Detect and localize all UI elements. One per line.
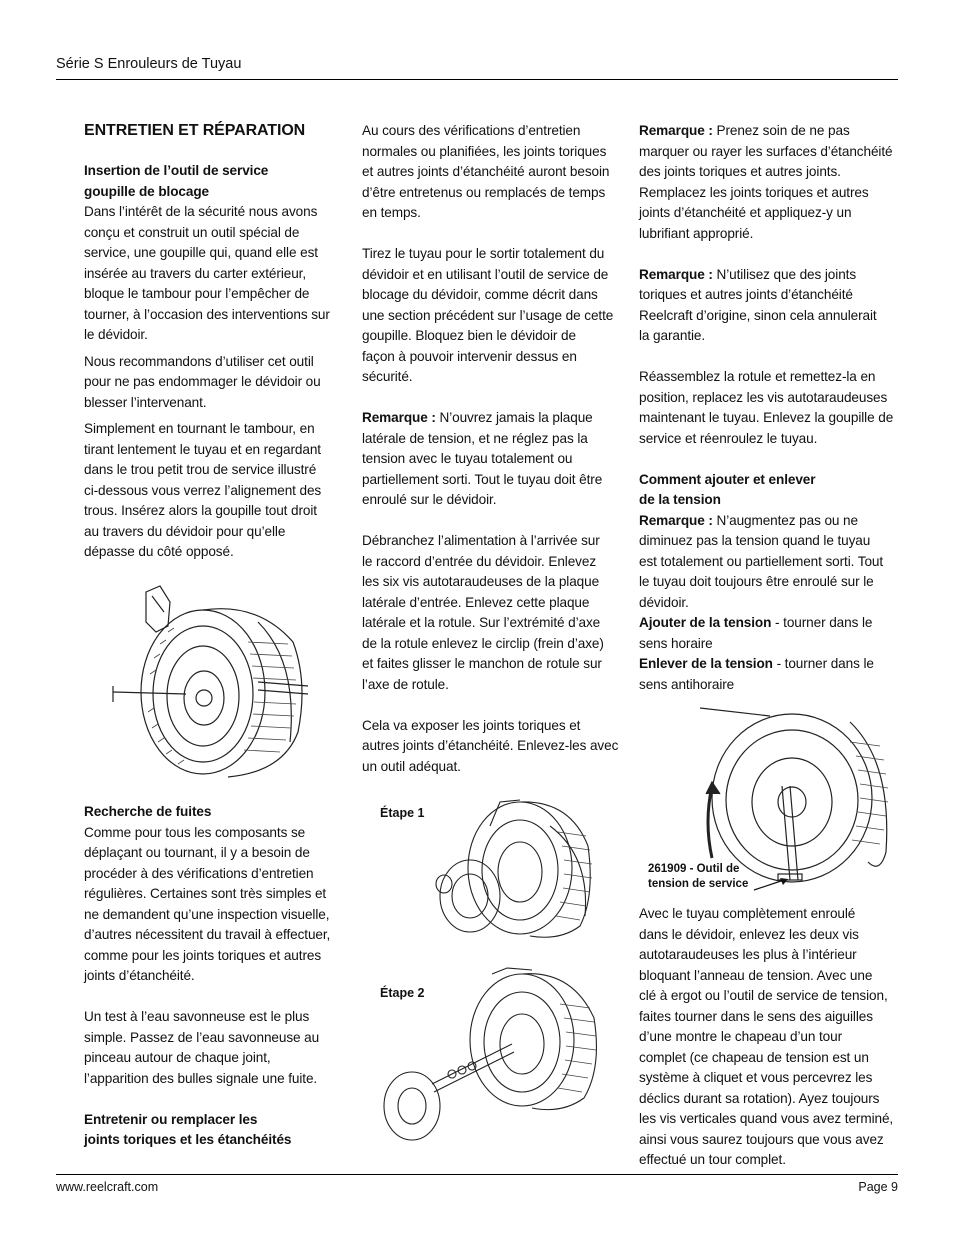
paragraph <box>362 716 624 778</box>
text-line: partiellement sorti. Tout le tuyau doit être <box>362 471 603 487</box>
text-line: diminuez pas la tension quand le tuyau <box>639 533 871 548</box>
column-3 <box>639 121 901 695</box>
text-line: position, replacez les vis autotaraudeuses <box>639 389 888 405</box>
paragraph <box>84 1007 346 1089</box>
text-line: des joints toriques et autres joints. <box>639 164 841 179</box>
text-line: Au cours des vérifications d’entretien <box>362 123 581 138</box>
text-line: une section précédent sur l’usage de cette <box>362 307 614 323</box>
text-line: sécurité. <box>362 369 413 384</box>
text-line: comme pour les joints toriques et autres <box>84 947 322 963</box>
text-line: ne demandent qu’une inspection visuelle, <box>84 906 330 922</box>
text-line: goupille. Bloquez bien le dévidoir de <box>362 328 576 343</box>
text-line: Tirez le tuyau pour le sortir totalement du <box>362 246 605 261</box>
text-line: au travers du dévidoir pour qu’elle <box>84 523 286 539</box>
column-1-lower <box>84 802 346 1151</box>
paragraph <box>639 531 901 613</box>
text-line: déplaçant ou tournant, il y a besoin de <box>84 845 310 860</box>
text-line: Réassemblez la rotule et remettez-la en <box>639 369 876 384</box>
subheading-seals-2: joints toriques et les étanchéités <box>84 1132 292 1147</box>
text-line: Remplacez les joints toriques et autres <box>639 184 869 200</box>
subheading-tension-2: de la tension <box>639 492 721 507</box>
text-line: Comme pour tous les composants se <box>84 824 306 840</box>
text-line: d’une montre le chapeau d’un tour <box>639 1029 843 1044</box>
remove-tension-line-2: sens antihoraire <box>639 676 735 692</box>
text-line: Avec le tuyau complètement enroulé <box>639 906 856 921</box>
text-line: ci-dessous vous verrez l’alignement des <box>84 482 322 498</box>
text-line: simple. Passez de l’eau savonneuse au <box>84 1029 320 1045</box>
paragraph <box>639 367 901 449</box>
text-line: dépasse du côté opposé. <box>84 544 234 559</box>
text-line: tension avec le tuyau totalement ou <box>362 451 573 466</box>
text-line: tourner, à l’occasion des interventions sur <box>84 306 330 322</box>
text-line: système à cliquet et vous percevrez les <box>639 1070 873 1085</box>
text-line: toriques et autres joints d’étanchéité <box>639 287 853 302</box>
text-line: est totalement ou partiellement sorti. Tout <box>639 553 884 569</box>
text-line: Cela va exposer les joints toriques et <box>362 717 581 733</box>
paragraph <box>362 121 624 224</box>
text-line: dans le trou petit trou de service illustré <box>84 462 317 477</box>
text-line: faites tourner dans le sens des aiguilles <box>639 1008 873 1024</box>
text-line: blesser l’intervenant. <box>84 394 207 410</box>
text-line: insérée au travers du carter extérieur, <box>84 265 307 281</box>
text-line: latérale et la rotule. Sur l’extrémité d’axe <box>362 615 601 630</box>
tension-tool-illustration <box>700 702 892 888</box>
remove-tension-line: Enlever de la tension - tourner dans le <box>639 656 874 671</box>
step-1-label: Étape 1 <box>380 806 425 820</box>
document-header: Série S Enrouleurs de Tuyau <box>56 56 242 72</box>
text-line: blocage du dévidoir, comme décrit dans <box>362 287 598 302</box>
footer-rule <box>56 1174 898 1175</box>
text-line: marquer ou rayer les surfaces d’étanchéité <box>639 143 893 159</box>
text-line: en temps. <box>362 205 421 220</box>
text-line: service et réenroulez le tuyau. <box>639 430 818 446</box>
text-line: et faites glisser le manchon de rotule sur <box>362 656 602 671</box>
text-line: latérale de tension, et ne réglez pas la <box>362 430 588 446</box>
header-rule <box>56 79 898 80</box>
text-line: le tuyau doit toujours être enroulé sur le <box>639 574 874 589</box>
text-line: Un test à l’eau savonneuse est le plus <box>84 1009 310 1024</box>
subheading-tension: Comment ajouter et enlever <box>639 471 816 487</box>
text-line: tirant lentement le tuyau et en regardant <box>84 441 321 457</box>
remark: Remarque : Prenez soin de ne pas <box>639 123 850 138</box>
text-line: le dévidoir. <box>84 327 148 342</box>
paragraph <box>84 202 346 346</box>
text-line: complet (ce chapeau de tension est un <box>639 1049 869 1065</box>
text-line: normales ou planifiées, les joints toriques <box>362 143 607 159</box>
step-1-illustration <box>430 796 595 946</box>
paragraph <box>84 352 346 414</box>
subheading-service-tool-2: goupille de blocage <box>84 183 209 199</box>
text-line: l’axe de rotule. <box>362 676 449 692</box>
text-line: bloque le tambour pour l’empêcher de <box>84 286 310 301</box>
subheading-service-tool: Insertion de l’outil de service <box>84 163 269 178</box>
text-line: d’être entretenus ou remplacés de temps <box>362 184 606 200</box>
reel-pin-illustration <box>108 582 323 787</box>
text-line: conçu et construit un outil spécial de <box>84 224 300 240</box>
text-line: pour ne pas endommager le dévidoir ou <box>84 374 321 389</box>
column-2 <box>362 121 624 777</box>
add-tension-line-2: sens horaire <box>639 635 713 651</box>
text-line: pinceau autour de chaque joint, <box>84 1050 271 1065</box>
paragraph <box>639 904 901 1171</box>
text-line: Dans l’intérêt de la sécurité nous avons <box>84 204 318 219</box>
section-heading: ENTRETIEN ET RÉPARATION <box>84 122 306 139</box>
text-line: latérale d’entrée. Enlevez cette plaque <box>362 594 590 610</box>
text-line: et autres joints d’étanchéité auront besoin <box>362 164 610 179</box>
text-line: déclics durant sa rotation). Ayez toujours <box>639 1090 880 1106</box>
text-line: un outil adéquat. <box>362 758 461 774</box>
text-line: Nous recommandons d’utiliser cet outil <box>84 353 314 369</box>
remark: Remarque : N’augmentez pas ou ne <box>639 512 858 528</box>
footer-url: www.reelcraft.com <box>56 1180 159 1194</box>
text-line: joints d’étanchéité. <box>84 968 195 983</box>
page-number: Page 9 <box>858 1180 898 1194</box>
paragraph <box>84 823 346 987</box>
text-line: dévidoir et en utilisant l’outil de service de <box>362 266 609 282</box>
paragraph <box>639 142 901 245</box>
tool-caption: 261909 - Outil de tension de service <box>648 863 749 890</box>
text-line: Débranchez l’alimentation à l’arrivée sur <box>362 533 600 548</box>
text-line: effectué un tour complet. <box>639 1152 786 1167</box>
text-line: maintenant le tuyau. Enlevez la goupille de <box>639 410 894 425</box>
text-line: d’autres nécessitent du travail à effectuer, <box>84 927 331 942</box>
text-line: service, une goupille qui, quand elle est <box>84 245 318 260</box>
paragraph <box>84 419 346 563</box>
step-2-illustration <box>372 964 604 1148</box>
text-line: façon à pouvoir intervenir dessus en <box>362 348 577 364</box>
text-line: bloquant l’anneau de tension. Avec une <box>639 967 873 983</box>
text-line: enroulé sur le dévidoir. <box>362 492 497 507</box>
text-line: autotaraudeuses les plus à l’intérieur <box>639 947 857 962</box>
step-2-label: Étape 2 <box>380 986 425 1000</box>
text-line: de la rotule enlevez le circlip (frein d’axe) <box>362 635 604 651</box>
remark: Remarque : N’utilisez que des joints <box>639 266 857 282</box>
column-1 <box>84 121 346 563</box>
text-line: la garantie. <box>639 328 706 343</box>
add-tension-line: Ajouter de la tension - tourner dans le <box>639 615 873 630</box>
text-line: régulières. Certaines sont très simples et <box>84 886 327 901</box>
text-line: lubrifiant approprié. <box>639 225 754 241</box>
caption-arrow-icon <box>752 876 792 894</box>
paragraph <box>362 244 624 388</box>
subheading-leak-search: Recherche de fuites <box>84 804 212 819</box>
text-line: autres joints d’étanchéité. Enlevez-les avec <box>362 738 619 753</box>
remark: Remarque : N’ouvrez jamais la plaque <box>362 410 593 425</box>
text-line: ainsi vous saurez toujours que vous avez <box>639 1131 884 1147</box>
text-line: dévidoir. <box>639 594 689 610</box>
text-line: les vis verticales quand vous avez terminé, <box>639 1111 894 1126</box>
text-line: le raccord d’entrée du dévidoir. Enlevez <box>362 553 597 569</box>
text-line: Simplement en tournant le tambour, en <box>84 421 315 436</box>
paragraph <box>639 285 901 347</box>
text-line: Reelcraft d’origine, sinon cela annulerait <box>639 307 877 323</box>
subheading-seals: Entretenir ou remplacer les <box>84 1111 258 1127</box>
paragraph <box>362 531 624 695</box>
text-line: trous. Insérez alors la goupille tout droit <box>84 503 317 518</box>
text-line: procéder à des vérifications d’entretien <box>84 865 314 881</box>
paragraph <box>362 429 624 511</box>
text-line: les six vis autotaraudeuses de la plaque <box>362 574 600 589</box>
text-line: dans le dévidoir, enlevez les deux vis <box>639 926 859 942</box>
column-3-lower <box>639 904 901 1171</box>
text-line: joints d’étanchéité et appliquez-y un <box>639 205 852 220</box>
text-line: l’apparition des bulles signale une fuite. <box>84 1070 318 1086</box>
text-line: clé à ergot ou l’outil de service de tension, <box>639 988 888 1003</box>
